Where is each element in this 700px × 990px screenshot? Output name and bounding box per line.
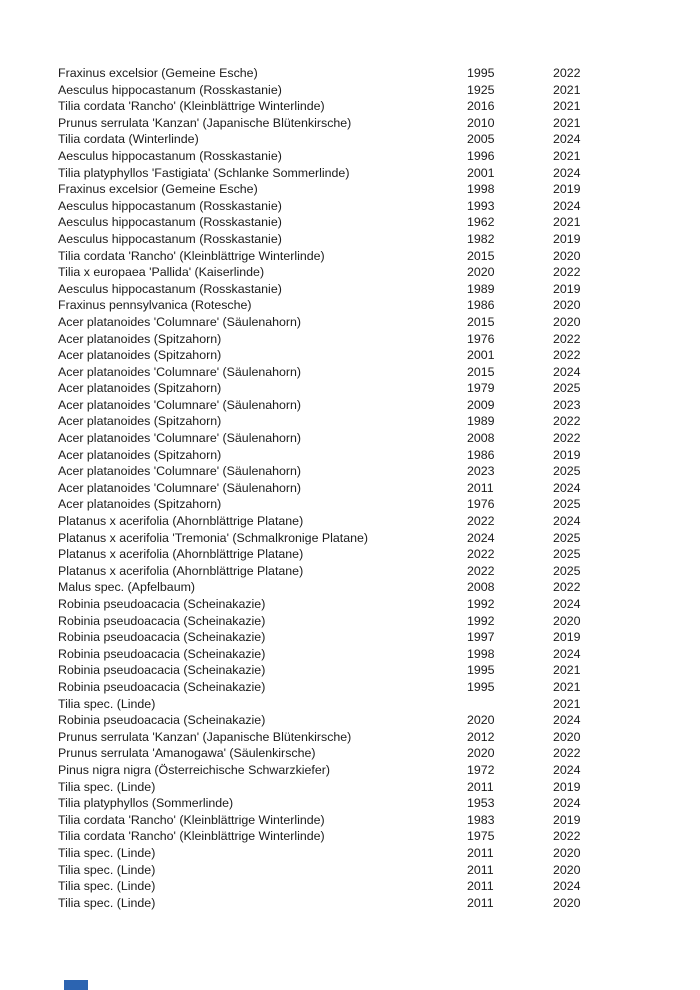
table-row — [0, 629, 700, 646]
footer-blue-marker — [64, 980, 88, 990]
year-1-cell — [467, 696, 553, 713]
table-row — [0, 696, 700, 713]
species-cell: Acer platanoides (Spitzahorn) — [58, 348, 222, 363]
species-cell: Aesculus hippocastanum (Rosskastanie) — [58, 215, 282, 230]
year-2-cell: 2024 — [553, 597, 581, 611]
species-cell: Acer platanoides 'Columnare' (Säulenahorn) — [58, 314, 302, 329]
year-1-cell: 2011 — [467, 879, 494, 894]
year-1-cell: 2022 — [467, 563, 495, 578]
table-row — [0, 795, 700, 812]
year-2-cell: 2019 — [553, 447, 581, 462]
table-row — [0, 165, 700, 182]
tree-table — [0, 65, 700, 911]
year-2-cell: 2020 — [553, 314, 581, 329]
year-2-cell: 2022 — [553, 265, 581, 280]
table-row — [0, 762, 700, 779]
year-1-cell: 2001 — [467, 165, 495, 180]
year-2-cell: 2025 — [553, 464, 581, 479]
year-2-cell: 2020 — [553, 613, 581, 628]
year-2-cell: 2021 — [553, 696, 581, 711]
species-cell: Robinia pseudoacacia (Scheinakazie) — [58, 630, 266, 645]
year-2-cell: 2022 — [553, 580, 581, 595]
year-2-cell: 2021 — [553, 82, 581, 97]
table-row — [0, 148, 700, 165]
year-1-cell: 1989 — [467, 281, 495, 296]
table-row — [0, 463, 700, 480]
year-2-cell: 2025 — [553, 497, 581, 512]
table-row — [0, 98, 700, 115]
year-1-cell: 2023 — [467, 464, 495, 479]
year-1-cell: 2005 — [467, 132, 495, 147]
year-2-cell: 2019 — [553, 779, 581, 794]
species-cell: Robinia pseudoacacia (Scheinakazie) — [58, 679, 266, 694]
table-row — [0, 646, 700, 663]
year-1-cell: 1975 — [467, 829, 495, 844]
year-2-cell: 2022 — [553, 431, 581, 446]
year-2-cell: 2020 — [553, 729, 581, 744]
species-cell: Tilia spec. (Linde) — [58, 862, 156, 877]
species-cell: Acer platanoides 'Columnare' (Säulenahorn) — [58, 464, 302, 479]
year-1-cell: 2022 — [467, 547, 495, 562]
year-1-cell: 1997 — [467, 630, 495, 645]
species-cell: Tilia spec. (Linde) — [58, 696, 156, 711]
year-1-cell: 1986 — [467, 447, 495, 462]
table-row — [0, 198, 700, 215]
species-cell: Fraxinus pennsylvanica (Rotesche) — [58, 298, 252, 313]
species-cell: Pinus nigra nigra (Österreichische Schwarzkiefer) — [58, 762, 331, 777]
table-row — [0, 231, 700, 248]
year-1-cell: 1995 — [467, 663, 495, 678]
year-2-cell: 2020 — [553, 248, 581, 263]
table-row — [0, 862, 700, 879]
year-1-cell: 2012 — [467, 729, 495, 744]
table-row — [0, 878, 700, 895]
year-1-cell: 1996 — [467, 148, 495, 163]
species-cell: Acer platanoides 'Columnare' (Säulenahorn) — [58, 364, 302, 379]
year-1-cell: 1998 — [467, 646, 495, 661]
table-row — [0, 331, 700, 348]
table-row — [0, 131, 700, 148]
table-row — [0, 679, 700, 696]
species-cell: Platanus x acerifolia (Ahornblättrige Platane) — [58, 547, 304, 562]
year-1-cell: 1925 — [467, 82, 495, 97]
year-2-cell: 2019 — [553, 182, 581, 197]
year-2-cell: 2019 — [553, 231, 581, 246]
year-1-cell: 2016 — [467, 99, 495, 114]
table-row — [0, 65, 700, 82]
year-2-cell: 2022 — [553, 414, 581, 429]
species-cell: Platanus x acerifolia (Ahornblättrige Platane) — [58, 563, 304, 578]
table-row — [0, 413, 700, 430]
table-row — [0, 397, 700, 414]
table-row — [0, 579, 700, 596]
year-2-cell: 2023 — [553, 397, 581, 412]
table-row — [0, 563, 700, 580]
year-2-cell: 2019 — [553, 812, 581, 827]
species-cell: Acer platanoides (Spitzahorn) — [58, 497, 222, 512]
year-1-cell: 2020 — [467, 713, 495, 728]
table-row — [0, 729, 700, 746]
species-cell: Tilia spec. (Linde) — [58, 879, 156, 894]
year-2-cell: 2025 — [553, 547, 581, 562]
year-1-cell: 2011 — [467, 862, 494, 877]
species-cell: Aesculus hippocastanum (Rosskastanie) — [58, 281, 282, 296]
year-1-cell: 1989 — [467, 414, 495, 429]
year-2-cell: 2024 — [553, 514, 581, 529]
table-row — [0, 480, 700, 497]
species-cell: Tilia cordata 'Rancho' (Kleinblättrige Winterlinde) — [58, 248, 325, 263]
year-1-cell: 1982 — [467, 231, 495, 246]
year-1-cell: 1983 — [467, 812, 495, 827]
table-row — [0, 380, 700, 397]
species-cell: Fraxinus excelsior (Gemeine Esche) — [58, 66, 258, 80]
year-1-cell: 1979 — [467, 381, 495, 396]
year-2-cell: 2020 — [553, 895, 581, 910]
species-cell: Tilia platyphyllos (Sommerlinde) — [58, 796, 234, 811]
species-cell: Tilia cordata 'Rancho' (Kleinblättrige Winterlinde) — [58, 99, 325, 114]
year-1-cell: 1986 — [467, 298, 495, 313]
year-2-cell: 2024 — [553, 879, 581, 894]
species-cell: Tilia cordata 'Rancho' (Kleinblättrige Winterlinde) — [58, 829, 325, 844]
table-row — [0, 297, 700, 314]
table-row — [0, 82, 700, 99]
table-row — [0, 895, 700, 912]
table-row — [0, 430, 700, 447]
table-row — [0, 662, 700, 679]
species-cell: Tilia spec. (Linde) — [58, 779, 156, 794]
table-row — [0, 496, 700, 513]
year-2-cell: 2024 — [553, 364, 581, 379]
year-1-cell: 2015 — [467, 364, 495, 379]
table-row — [0, 264, 700, 281]
species-cell: Prunus serrulata 'Amanogawa' (Säulenkirsche) — [58, 746, 316, 761]
year-2-cell: 2020 — [553, 298, 581, 313]
species-cell: Robinia pseudoacacia (Scheinakazie) — [58, 663, 266, 678]
year-1-cell: 1992 — [467, 613, 495, 628]
table-row — [0, 447, 700, 464]
species-cell: Tilia cordata 'Rancho' (Kleinblättrige Winterlinde) — [58, 812, 325, 827]
year-2-cell: 2025 — [553, 530, 581, 545]
species-cell: Aesculus hippocastanum (Rosskastanie) — [58, 198, 282, 213]
year-2-cell: 2024 — [553, 132, 581, 147]
year-1-cell: 2020 — [467, 265, 495, 280]
species-cell: Acer platanoides (Spitzahorn) — [58, 447, 222, 462]
year-1-cell: 1953 — [467, 796, 495, 811]
table-row — [0, 314, 700, 331]
year-1-cell: 1976 — [467, 331, 495, 346]
table-row — [0, 530, 700, 547]
year-1-cell: 2011 — [467, 779, 494, 794]
species-cell: Acer platanoides (Spitzahorn) — [58, 414, 222, 429]
species-cell: Tilia x europaea 'Pallida' (Kaiserlinde) — [58, 265, 265, 280]
species-cell: Tilia cordata (Winterlinde) — [58, 132, 199, 147]
table-row — [0, 115, 700, 132]
year-1-cell: 2020 — [467, 746, 495, 761]
year-1-cell: 1962 — [467, 215, 495, 230]
species-cell: Robinia pseudoacacia (Scheinakazie) — [58, 713, 266, 728]
table-row — [0, 248, 700, 265]
species-cell: Acer platanoides (Spitzahorn) — [58, 331, 222, 346]
species-cell: Platanus x acerifolia 'Tremonia' (Schmalkronige Platane) — [58, 530, 369, 545]
species-cell: Aesculus hippocastanum (Rosskastanie) — [58, 82, 282, 97]
year-1-cell: 1992 — [467, 597, 495, 611]
year-1-cell: 1995 — [467, 679, 495, 694]
year-1-cell: 2008 — [467, 580, 495, 595]
species-cell: Prunus serrulata 'Kanzan' (Japanische Blütenkirsche) — [58, 115, 352, 130]
species-cell: Robinia pseudoacacia (Scheinakazie) — [58, 646, 266, 661]
table-row — [0, 181, 700, 198]
year-2-cell: 2020 — [553, 845, 581, 860]
species-cell: Acer platanoides (Spitzahorn) — [58, 381, 222, 396]
species-cell: Platanus x acerifolia (Ahornblättrige Platane) — [58, 514, 304, 529]
table-row — [0, 845, 700, 862]
year-2-cell: 2021 — [553, 679, 581, 694]
year-2-cell: 2021 — [553, 115, 581, 130]
year-1-cell: 2015 — [467, 314, 495, 329]
table-row — [0, 745, 700, 762]
table-row — [0, 812, 700, 829]
year-2-cell: 2022 — [553, 348, 581, 363]
species-cell: Acer platanoides 'Columnare' (Säulenahorn) — [58, 480, 302, 495]
table-row — [0, 347, 700, 364]
year-2-cell: 2025 — [553, 381, 581, 396]
table-row — [0, 513, 700, 530]
year-2-cell: 2021 — [553, 215, 581, 230]
year-1-cell: 2015 — [467, 248, 495, 263]
year-2-cell: 2024 — [553, 480, 581, 495]
year-2-cell: 2021 — [553, 99, 581, 114]
species-cell: Robinia pseudoacacia (Scheinakazie) — [58, 597, 266, 611]
year-2-cell: 2025 — [553, 563, 581, 578]
year-2-cell: 2022 — [553, 829, 581, 844]
year-1-cell: 1972 — [467, 762, 495, 777]
year-2-cell: 2024 — [553, 713, 581, 728]
year-1-cell: 2024 — [467, 530, 495, 545]
year-2-cell: 2024 — [553, 198, 581, 213]
table-row — [0, 214, 700, 231]
year-1-cell: 1993 — [467, 198, 495, 213]
table-row — [0, 281, 700, 298]
year-2-cell: 2022 — [553, 746, 581, 761]
year-2-cell: 2020 — [553, 862, 581, 877]
species-cell: Aesculus hippocastanum (Rosskastanie) — [58, 231, 282, 246]
species-cell: Tilia spec. (Linde) — [58, 895, 156, 910]
year-2-cell: 2024 — [553, 646, 581, 661]
species-cell: Malus spec. (Apfelbaum) — [58, 580, 196, 595]
year-1-cell: 2009 — [467, 397, 495, 412]
year-2-cell: 2022 — [553, 66, 581, 80]
year-2-cell: 2019 — [553, 281, 581, 296]
table-row — [0, 364, 700, 381]
species-cell: Prunus serrulata 'Kanzan' (Japanische Blütenkirsche) — [58, 729, 352, 744]
species-cell: Aesculus hippocastanum (Rosskastanie) — [58, 148, 282, 163]
table-row — [0, 546, 700, 563]
year-1-cell: 2011 — [467, 895, 494, 910]
species-cell: Acer platanoides 'Columnare' (Säulenahorn) — [58, 431, 302, 446]
species-cell: Robinia pseudoacacia (Scheinakazie) — [58, 613, 266, 628]
table-row — [0, 596, 700, 613]
year-2-cell: 2024 — [553, 165, 581, 180]
year-1-cell: 2022 — [467, 514, 495, 529]
table-row — [0, 828, 700, 845]
year-1-cell: 1976 — [467, 497, 495, 512]
species-cell: Acer platanoides 'Columnare' (Säulenahorn) — [58, 397, 302, 412]
year-1-cell: 1998 — [467, 182, 495, 197]
species-cell: Tilia platyphyllos 'Fastigiata' (Schlanke Sommerlinde) — [58, 165, 350, 180]
year-2-cell: 2021 — [553, 663, 581, 678]
table-row — [0, 613, 700, 630]
year-1-cell: 2001 — [467, 348, 495, 363]
year-2-cell: 2024 — [553, 796, 581, 811]
year-1-cell: 2011 — [467, 480, 494, 495]
year-2-cell: 2024 — [553, 762, 581, 777]
species-cell: Fraxinus excelsior (Gemeine Esche) — [58, 182, 258, 197]
year-1-cell: 2008 — [467, 431, 495, 446]
year-1-cell: 2010 — [467, 115, 495, 130]
year-1-cell: 1995 — [467, 66, 495, 80]
year-2-cell: 2019 — [553, 630, 581, 645]
year-1-cell: 2011 — [467, 845, 494, 860]
table-row — [0, 779, 700, 796]
year-2-cell: 2022 — [553, 331, 581, 346]
species-cell: Tilia spec. (Linde) — [58, 845, 156, 860]
table-row — [0, 712, 700, 729]
year-2-cell: 2021 — [553, 148, 581, 163]
